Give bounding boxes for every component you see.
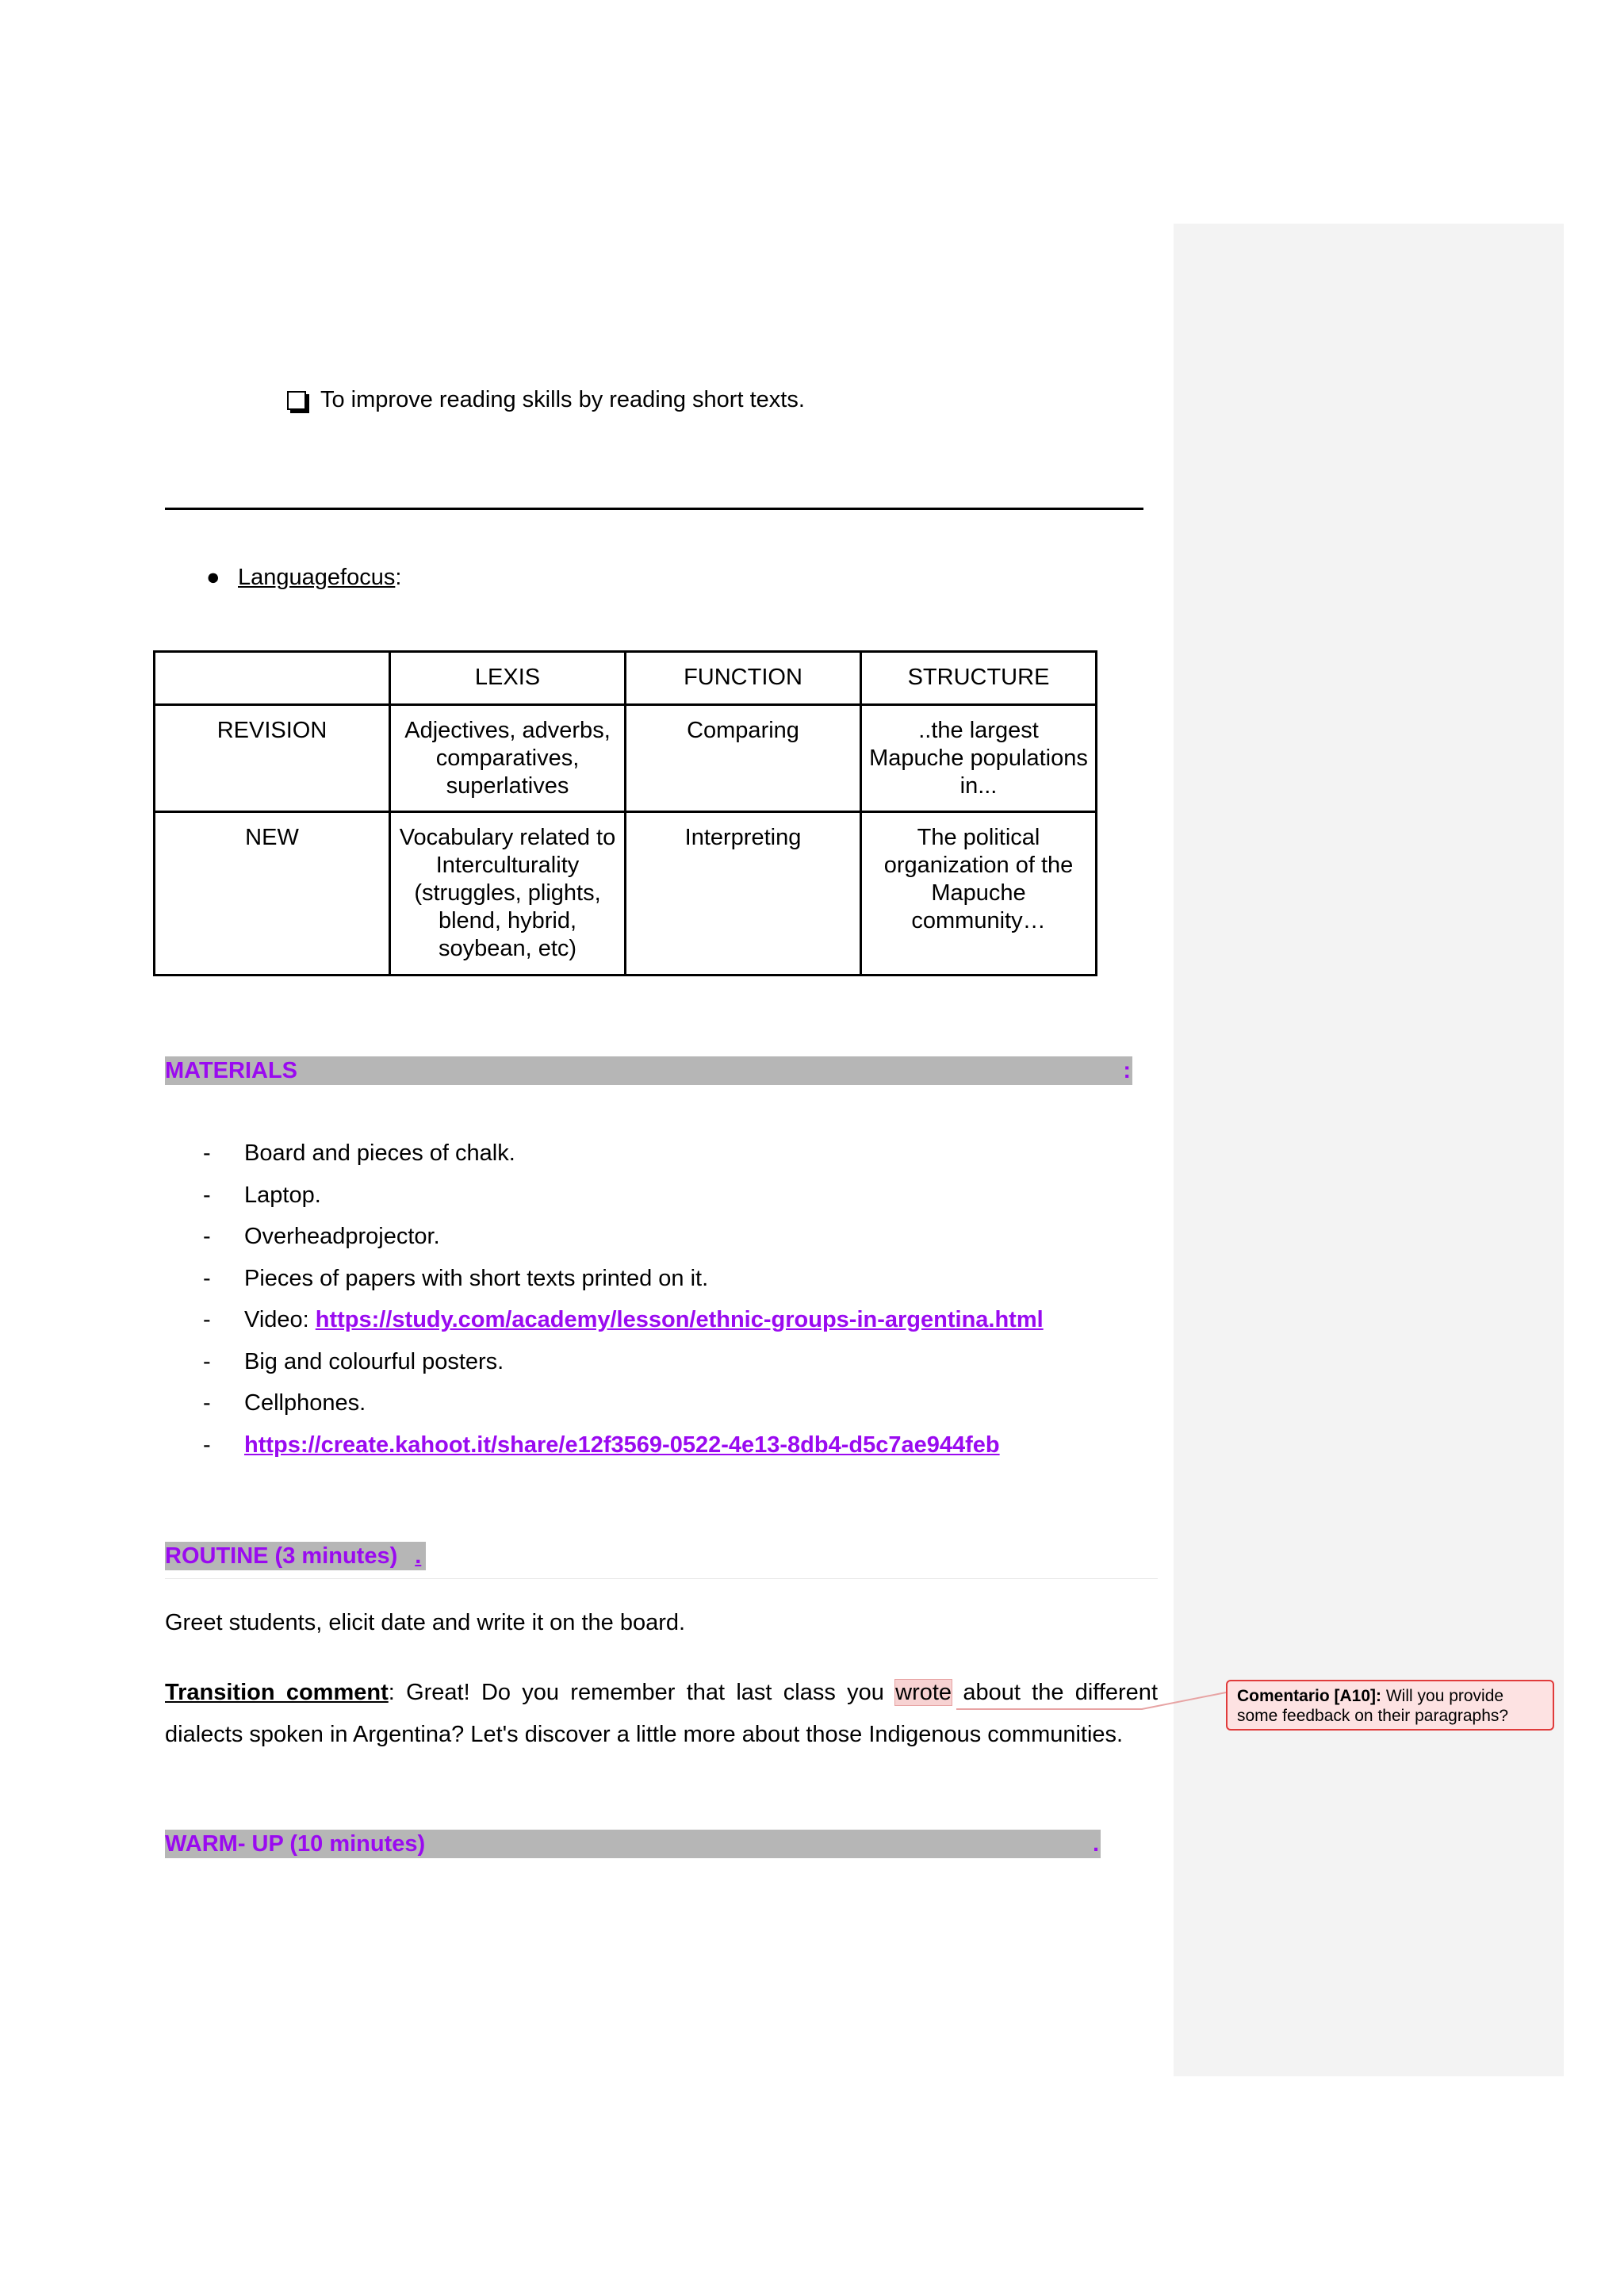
table-header-cell: LEXIS [390,652,626,705]
transition-paragraph: Transition comment: Great! Do you remember that last class you wrote about the different dialects spoken in Argentina? Let's discover a little more about those Indigenous communities. [165,1680,1158,1747]
language-focus-heading: ● Languagefocus: [206,565,402,590]
table-cell: NEW [155,812,390,976]
commented-text-highlight[interactable]: wrote [895,1680,952,1705]
comment-text: Will you provide some feedback on their paragraphs? [1237,1687,1509,1725]
list-item: - Big and colourful posters. [203,1348,504,1374]
table-cell: ..the largest Mapuche populations in... [861,705,1097,812]
table-cell: Interpreting [626,812,861,976]
table-cell: Adjectives, adverbs, comparatives, superlatives [390,705,626,812]
greet-paragraph: Greet students, elicit date and write it on the board. [165,1610,686,1635]
video-link[interactable]: https://study.com/academy/lesson/ethnic-groups-in-argentina.html [315,1307,1044,1332]
objective-text: To improve reading skills by reading short texts. [320,387,805,412]
table-header-cell: FUNCTION [626,652,861,705]
comment-balloon[interactable] [1226,1680,1554,1731]
table-cell: The political organization of the Mapuche community… [861,812,1097,976]
list-item: - Pieces of papers with short texts printed on it. [203,1265,709,1291]
list-item: - Laptop. [203,1182,321,1208]
table-header-cell: STRUCTURE [861,652,1097,705]
list-item: - Board and pieces of chalk. [203,1140,515,1166]
comment-author: Comentario [A10]: [1237,1687,1382,1705]
language-focus-label: Languagefocus [238,565,396,590]
table-cell: REVISION [155,705,390,812]
warmup-heading: WARM- UP (10 minutes) . [165,1831,1099,1857]
bullet-icon: ● [206,565,220,590]
list-item: - https://create.kahoot.it/share/e12f3569-0522-4e13-8db4-d5c7ae944feb [203,1432,1000,1458]
table-cell: Comparing [626,705,861,812]
list-item: - Cellphones. [203,1390,366,1416]
materials-heading: MATERIALS : [165,1058,1131,1083]
table-cell: Vocabulary related to Interculturality (struggles, plights, blend, hybrid, soybean, etc) [390,812,626,976]
list-item: - Video: https://study.com/academy/lesson/ethnic-groups-in-argentina.html [203,1307,1044,1332]
kahoot-link[interactable]: https://create.kahoot.it/share/e12f3569-0522-4e13-8db4-d5c7ae944feb [244,1432,1000,1458]
routine-title: ROUTINE (3 minutes) [165,1543,398,1569]
materials-title: MATERIALS [165,1058,298,1083]
transition-label: Transition comment [165,1680,389,1705]
warmup-title: WARM- UP (10 minutes) [165,1831,426,1857]
routine-heading: ROUTINE (3 minutes) . [165,1542,426,1570]
list-item: - Overheadprojector. [203,1224,440,1249]
